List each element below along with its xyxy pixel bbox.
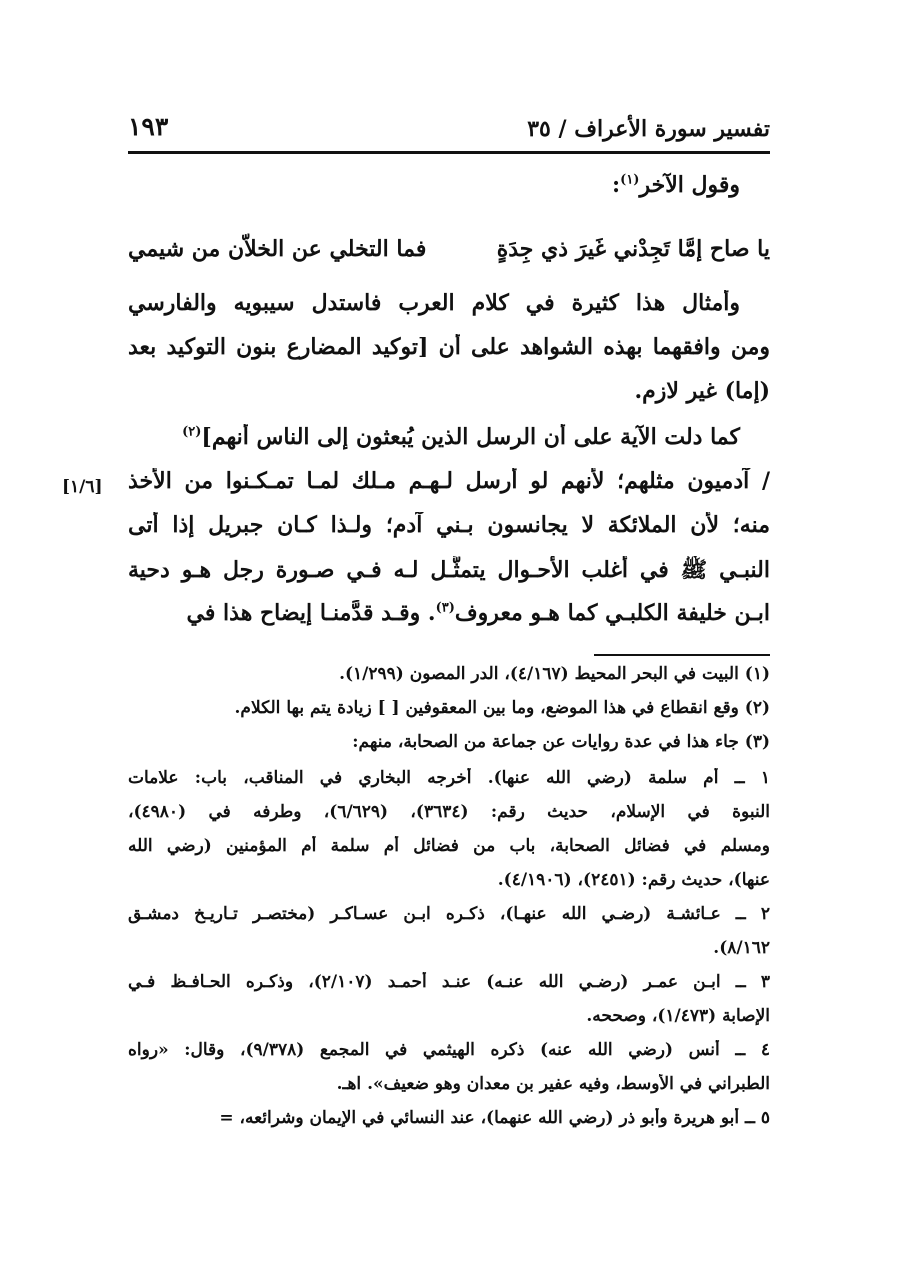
paragraph-line: [128, 424, 770, 450]
verse-hemistich-second: فما التخلي عن الخلاّن من شيمي: [128, 236, 427, 262]
footnote-line: ومسلم في فضائل الصحابة، باب من فضائل أم سلمة أم المؤمنين (رضي الله: [128, 836, 770, 856]
intro-line: [128, 172, 770, 198]
footnote-line: ٤ ــ أنس (رضي الله عنه) ذكره الهيثمي في المجمع (٩/٣٧٨)، وقال: «رواه: [128, 1040, 770, 1060]
paragraph-line: ومن وافقهما بهذه الشواهد على أن [توكيد المضارع بنون التوكيد بعد: [128, 334, 770, 360]
running-title: تفسير سورة الأعراف / ٣٥: [527, 116, 770, 142]
poetry-verse: [128, 236, 770, 276]
header-rule: [128, 151, 770, 154]
last-line-end: . وقـد قدَّمنـا إيضاح هذا في: [186, 600, 436, 626]
paragraph-last-line: [128, 600, 770, 626]
paragraph-line: منه؛ لأن الملائكة لا يجانسون بـني آدم؛ ولـذا كـان جبريل إذا أتى: [128, 512, 770, 538]
footnote-line: عنها)، حديث رقم: (٢٤٥١)، (٤/١٩٠٦).: [497, 870, 770, 890]
footnote-line: ٨/١٦٢).: [713, 938, 770, 958]
paragraph-line: / آدميون مثلهم؛ لأنهم لو أُرسل لـهـم مـلك لمـا تمـكـنوا من الأخذ: [128, 468, 770, 494]
paragraph-line: (إما) غير لازم.: [634, 378, 770, 404]
footnote-separator: [594, 654, 770, 656]
intro-colon: :: [612, 172, 621, 198]
verse-hemistich-first: يا صاح إمَّا تَجِدْني غَيرَ ذي جِدَةٍ: [496, 236, 770, 262]
footnote-ref-2: (٢): [182, 424, 202, 440]
paragraph-2-opening: كما دلت الآية على أن الرسل الذين يُبعثون إلى الناس أنهم]: [201, 424, 740, 450]
footnote-line: الطبراني في الأوسط، وفيه عفير بن معدان وهو ضعيف». اهـ.: [336, 1074, 770, 1094]
footnote-line: ١ ــ أم سلمة (رضي الله عنها). أخرجه البخاري في المناقب، باب: علامات: [128, 768, 770, 788]
footnote-line: ٢ ــ عـائشـة (رضـي الله عنهـا)، ذكـره ابـن عسـاكـر (مختصـر تـاريـخ دمشـق: [128, 904, 770, 924]
last-line-start: ابـن خليفة الكلبـي كما هـو معروف: [454, 600, 770, 626]
footnote-line: الإصابة (١/٤٧٣)، وصححه.: [586, 1006, 770, 1026]
footnote-line: ٥ ــ أبو هريرة وأبو ذر (رضي الله عنهما)، عند النسائي في الإيمان وشرائعه، =: [219, 1108, 770, 1128]
footnote-1: (١) البيت في البحر المحيط (٤/١٦٧)، الدر المصون (١/٢٩٩).: [339, 664, 770, 684]
footnote-ref-1: (١): [620, 172, 640, 188]
page-number: ١٩٣: [128, 112, 169, 141]
footnote-ref-3: (٣): [435, 600, 455, 616]
paragraph-line: النبـي ﷺ في أغلب الأحـوال يتمثَّـل لـه فـي صـورة رجل هـو دحية: [128, 557, 770, 583]
margin-page-reference: [١/٦]: [62, 477, 103, 497]
page-header: [128, 112, 770, 148]
footnote-line: النبوة في الإسلام، حديث رقم: (٣٦٣٤)، (٦/٦٢٩)، وطرفه في (٤٩٨٠)،: [128, 802, 770, 822]
footnote-3: (٣) جاء هذا في عدة روايات عن جماعة من الصحابة، منهم:: [352, 732, 770, 752]
footnote-line: ٣ ــ ابـن عمـر (رضـي الله عنـه) عنـد أحمـد (٢/١٠٧)، وذكـره الحـافـظ فـي: [128, 972, 770, 992]
paragraph-line: وأمثال هذا كثيرة في كلام العرب فاستدل سيبويه والفارسي: [128, 290, 740, 316]
intro-text: وقول الآخر: [639, 172, 740, 198]
footnote-2: (٢) وقع انقطاع في هذا الموضع، وما بين المعقوفين [ ] زيادة يتم بها الكلام.: [234, 698, 770, 718]
